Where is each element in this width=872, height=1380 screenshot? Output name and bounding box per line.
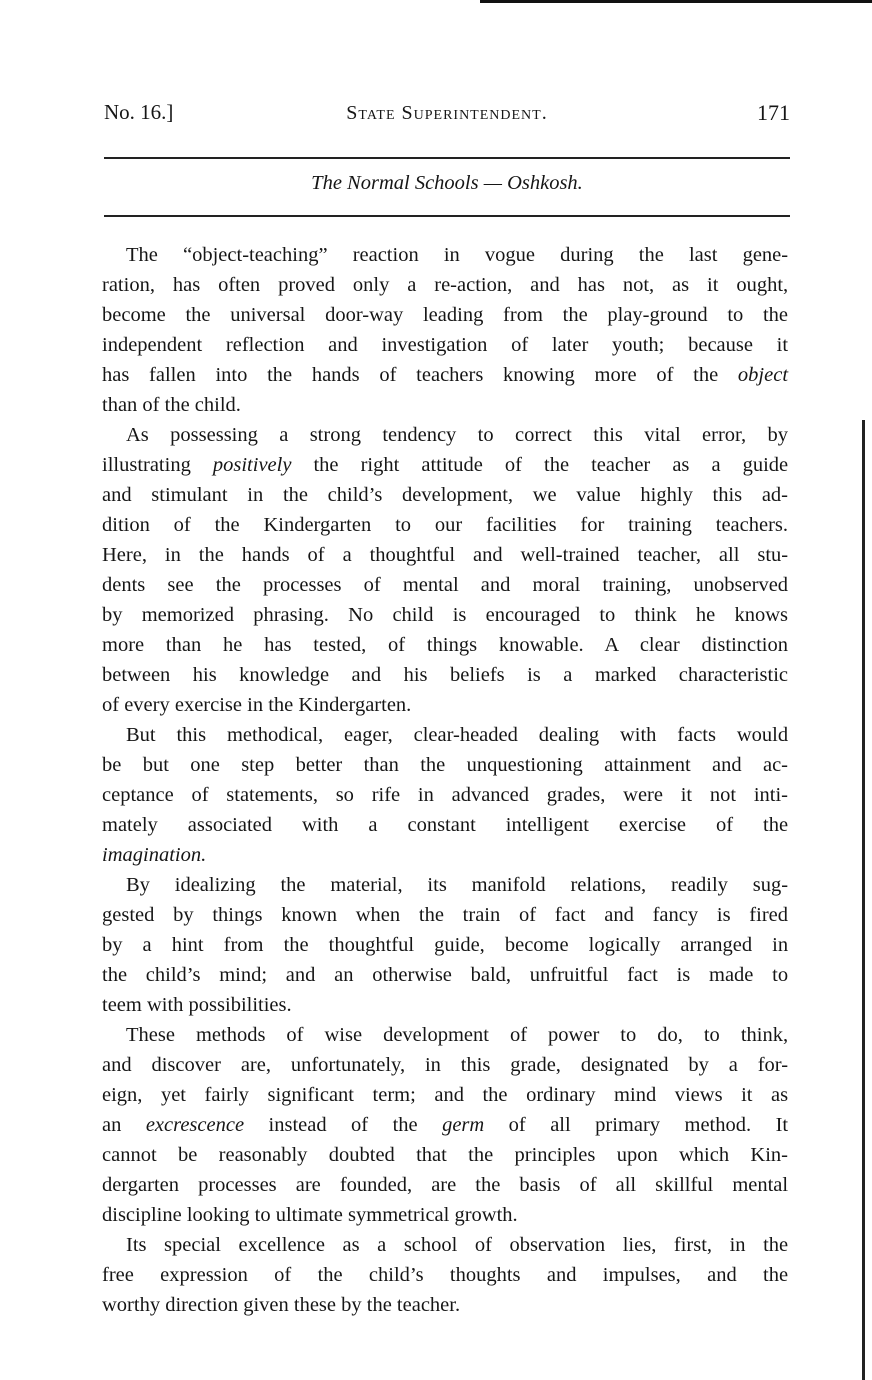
text-line: an excrescence instead of the germ of all primary method. It: [102, 1114, 789, 1136]
section-subheading: The Normal Schools — Oshkosh.: [311, 172, 583, 194]
text-line: As possessing a strong tendency to correct this vital error, by: [126, 424, 789, 446]
text-line: eign, yet fairly significant term; and the ordinary mind views it as: [102, 1084, 789, 1106]
paragraph: [102, 1020, 788, 1230]
text-line: dition of the Kindergarten to our facilities for training teachers.: [102, 514, 789, 536]
running-header: [104, 100, 790, 132]
text-line: become the universal door-way leading from the play-ground to the: [102, 304, 789, 326]
scan-edge-top: [480, 0, 872, 3]
text-line: dents see the processes of mental and moral training, unobserved: [102, 574, 789, 596]
text-line: has fallen into the hands of teachers knowing more of the object: [102, 364, 789, 386]
text-line: But this methodical, eager, clear-headed dealing with facts would: [126, 724, 789, 746]
text-line: Its special excellence as a school of observation lies, first, in the: [126, 1234, 789, 1256]
document-number: No. 16.]: [104, 100, 174, 124]
top-rule: [104, 157, 790, 159]
text-line: by a hint from the thoughtful guide, become logically arranged in: [102, 934, 789, 956]
paragraph: [102, 720, 788, 870]
text-line: and stimulant in the child’s development, we value highly this ad-: [102, 484, 789, 506]
text-line: mately associated with a constant intelligent exercise of the: [102, 814, 789, 836]
text-line: and discover are, unfortunately, in this grade, designated by a for-: [102, 1054, 789, 1076]
text-line: dergarten processes are founded, are the basis of all skillful mental: [102, 1174, 789, 1196]
paragraph: [102, 420, 788, 720]
text-line: ceptance of statements, so rife in advanced grades, were it not inti-: [102, 784, 789, 806]
text-line: Here, in the hands of a thoughtful and well-trained teacher, all stu-: [102, 544, 789, 566]
scan-edge-right: [862, 420, 865, 1380]
text-line: more than he has tested, of things knowable. A clear distinction: [102, 634, 789, 656]
running-title: State Superintendent.: [346, 102, 548, 124]
bottom-rule: [104, 215, 790, 217]
text-line: imagination.: [102, 844, 207, 866]
text-line: By idealizing the material, its manifold relations, readily sug-: [126, 874, 789, 896]
paragraph: [102, 240, 788, 420]
text-line: cannot be reasonably doubted that the principles upon which Kin-: [102, 1144, 788, 1166]
text-line: These methods of wise development of power to do, to think,: [126, 1024, 789, 1046]
text-line: independent reflection and investigation of later youth; because it: [102, 334, 789, 356]
text-line: by memorized phrasing. No child is encouraged to think he knows: [102, 604, 789, 626]
body-text: [102, 240, 788, 1320]
text-line: of every exercise in the Kindergarten.: [102, 694, 412, 716]
text-line: free expression of the child’s thoughts and impulses, and the: [102, 1264, 789, 1286]
text-line: discipline looking to ultimate symmetrical growth.: [102, 1204, 518, 1226]
text-line: teem with possibilities.: [102, 994, 292, 1016]
text-line: illustrating positively the right attitude of the teacher as a guide: [102, 454, 789, 476]
text-line: be but one step better than the unquestioning attainment and ac-: [102, 754, 788, 776]
text-line: between his knowledge and his beliefs is a marked characteristic: [102, 664, 789, 686]
text-line: gested by things known when the train of fact and fancy is fired: [102, 904, 788, 926]
text-line: the child’s mind; and an otherwise bald, unfruitful fact is made to: [102, 964, 789, 986]
page-number: 171: [757, 100, 790, 125]
text-line: The “object-teaching” reaction in vogue during the last gene-: [126, 244, 789, 266]
paragraph: [102, 1230, 788, 1320]
text-line: than of the child.: [102, 394, 241, 416]
text-line: ration, has often proved only a re-action, and has not, as it ought,: [102, 274, 789, 296]
paragraph: [102, 870, 788, 1020]
text-line: worthy direction given these by the teacher.: [102, 1294, 461, 1316]
